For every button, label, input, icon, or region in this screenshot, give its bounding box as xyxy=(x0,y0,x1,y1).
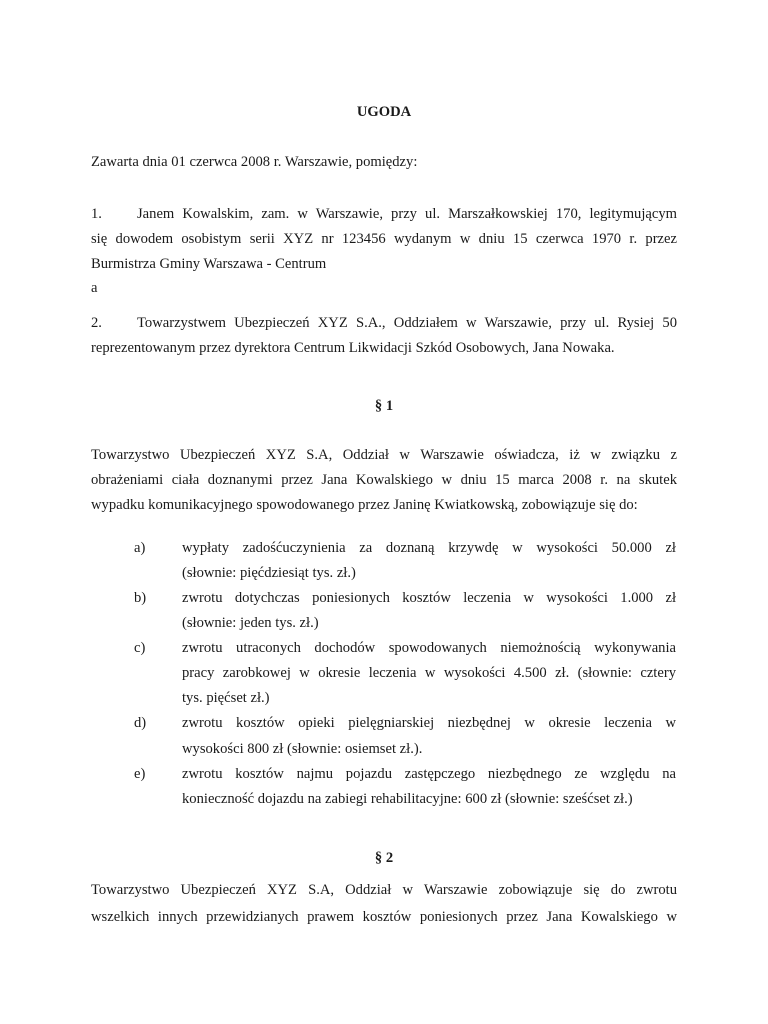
list-item-label: c) xyxy=(134,640,146,656)
party1-number: 1. xyxy=(91,206,102,222)
section1-heading: § 1 xyxy=(374,398,394,414)
document-title: UGODA xyxy=(356,104,412,120)
list-item-line: wypłaty zadośćuczynienia za doznaną krzywdę w wysokości 50.000 zł xyxy=(182,540,676,556)
conjunction: a xyxy=(91,280,98,296)
intro-line: Zawarta dnia 01 czerwca 2008 r. Warszawie, pomiędzy: xyxy=(91,154,418,170)
section2-paragraph-line: wszelkich innych przewidzianych prawem kosztów poniesionych przez Jana Kowalskiego w xyxy=(91,909,677,925)
party1-line: się dowodem osobistym serii XYZ nr 123456 wydanym w dniu 15 czerwca 1970 r. przez xyxy=(91,231,677,247)
list-item-line: tys. pięćset zł.) xyxy=(182,690,270,706)
list-item-label: e) xyxy=(134,766,146,782)
list-item-line: wysokości 800 zł (słownie: osiemset zł.). xyxy=(182,741,423,757)
list-item-line: (słownie: jeden tys. zł.) xyxy=(182,615,319,631)
section2-heading: § 2 xyxy=(374,850,394,866)
list-item-line: zwrotu utraconych dochodów spowodowanych niemożnością wykonywania xyxy=(182,640,676,656)
list-item-line: zwrotu dotychczas poniesionych kosztów leczenia w wysokości 1.000 zł xyxy=(182,590,676,606)
list-item-line: konieczność dojazdu na zabiegi rehabilitacyjne: 600 zł (słownie: sześćset zł.) xyxy=(182,791,633,807)
party1-line: Janem Kowalskim, zam. w Warszawie, przy ul. Marszałkowskiej 170, legitymującym xyxy=(137,206,677,222)
section2-paragraph-line: Towarzystwo Ubezpieczeń XYZ S.A, Oddział w Warszawie zobowiązuje się do zwrotu xyxy=(91,882,677,898)
party2-line: reprezentowanym przez dyrektora Centrum Likwidacji Szkód Osobowych, Jana Nowaka. xyxy=(91,340,615,356)
party2-number: 2. xyxy=(91,315,102,331)
section1-paragraph-line: wypadku komunikacyjnego spowodowanego przez Janinę Kwiatkowską, zobowiązuje się do: xyxy=(91,497,638,513)
list-item-label: b) xyxy=(134,590,147,606)
section1-paragraph-line: obrażeniami ciała doznanymi przez Jana Kowalskiego w dniu 15 marca 2008 r. na skutek xyxy=(91,472,677,488)
party2-line: Towarzystwem Ubezpieczeń XYZ S.A., Oddziałem w Warszawie, przy ul. Rysiej 50 xyxy=(137,315,677,331)
list-item-label: a) xyxy=(134,540,146,556)
section1-paragraph-line: Towarzystwo Ubezpieczeń XYZ S.A, Oddział w Warszawie oświadcza, iż w związku z xyxy=(91,447,677,463)
list-item-line: zwrotu kosztów najmu pojazdu zastępczego niezbędnego ze względu na xyxy=(182,766,676,782)
list-item-line: (słownie: pięćdziesiąt tys. zł.) xyxy=(182,565,356,581)
list-item-line: zwrotu kosztów opieki pielęgniarskiej niezbędnej w okresie leczenia w xyxy=(182,715,676,731)
list-item-line: pracy zarobkowej w okresie leczenia w wysokości 4.500 zł. (słownie: cztery xyxy=(182,665,676,681)
party1-line: Burmistrza Gminy Warszawa - Centrum xyxy=(91,256,327,272)
list-item-label: d) xyxy=(134,715,147,731)
